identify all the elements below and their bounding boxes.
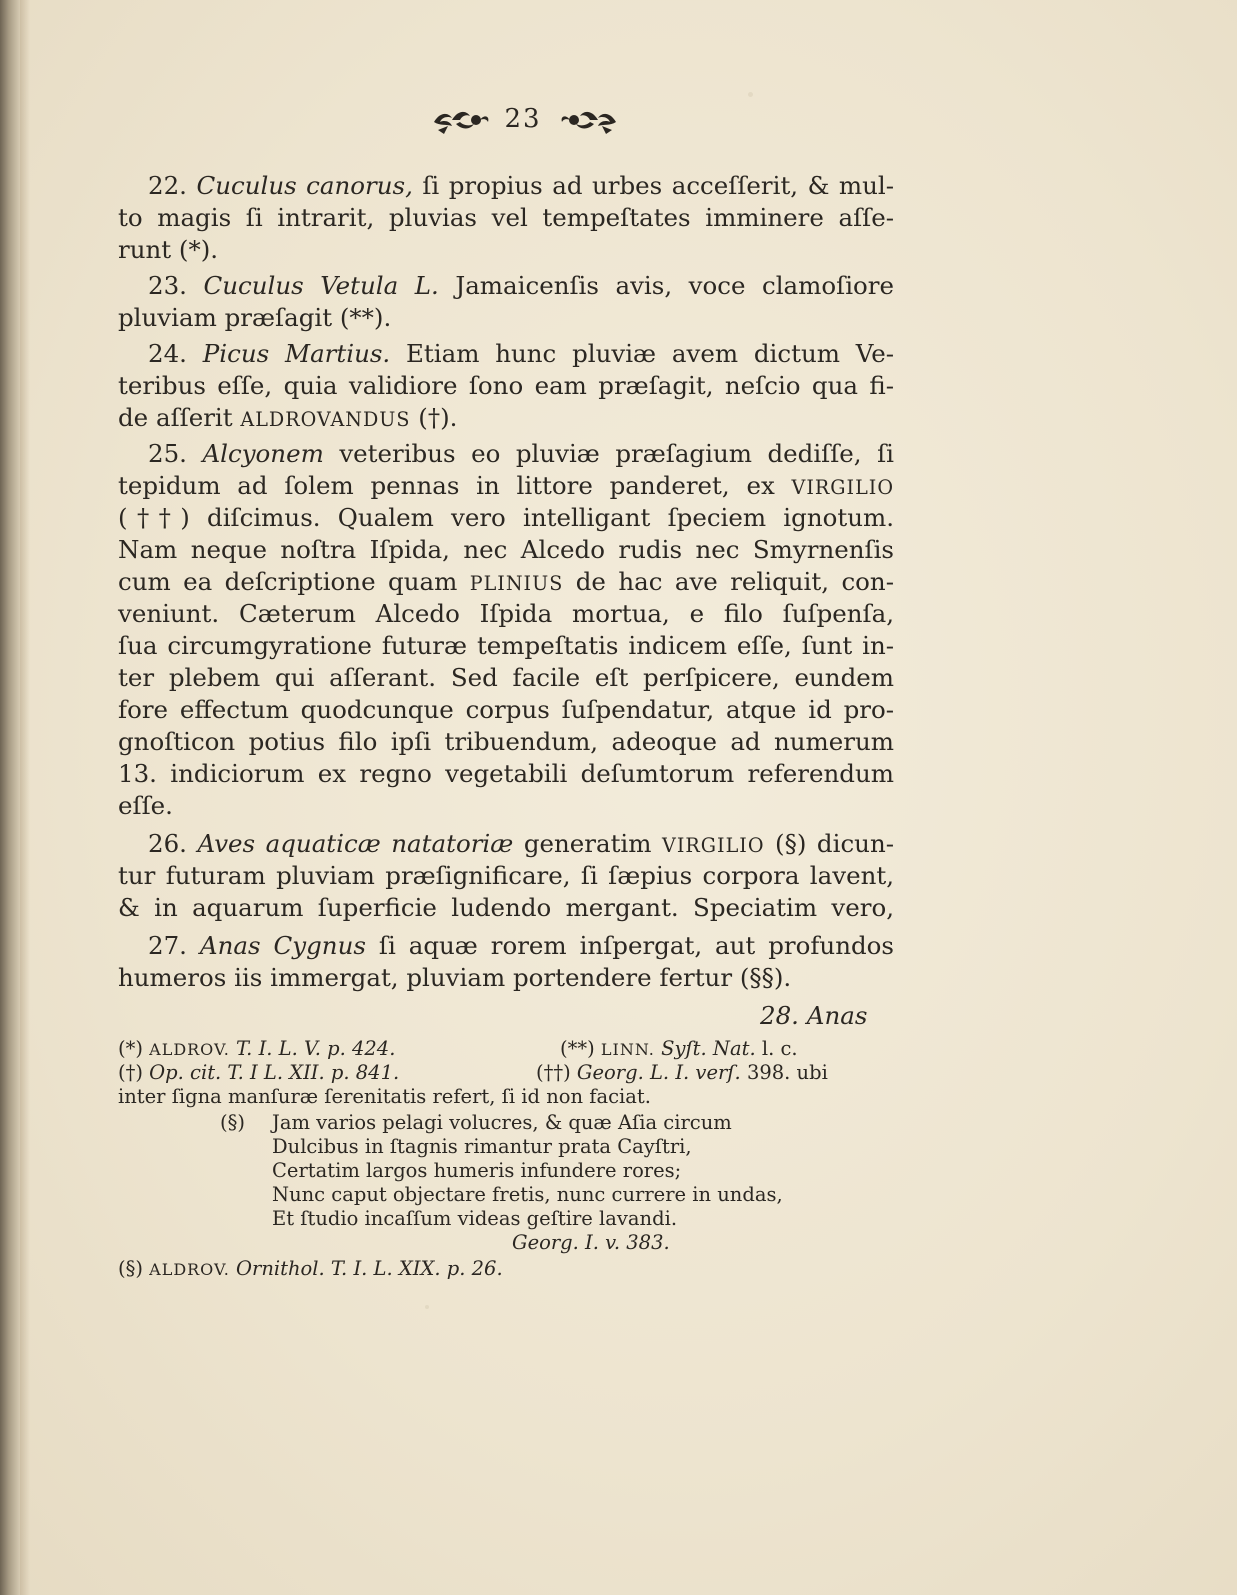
spine-gradient <box>20 0 30 1595</box>
paragraph-24-line-1: 24. Picus Martius. Etiam hunc pluviæ avem dictum Ve- <box>148 339 894 368</box>
paragraph-25-line-10: gnoſticon potius filo ipſi tribuendum, adeoque ad numerum <box>118 727 894 756</box>
footnote-verse-mark: (§) <box>220 1111 245 1134</box>
footnote-4: (††) Georg. L. I. verſ. 398. ubi <box>536 1061 828 1084</box>
paper-spot <box>425 1305 429 1309</box>
paragraph-25-line-7: ſua circumgyratione futuræ tempeſtatis indicem eſſe, ſunt in- <box>118 631 894 660</box>
verse-line-5: Et ſtudio incaſſum videas geſtire lavandi. <box>272 1207 678 1230</box>
paragraph-25-line-9: fore effectum quodcunque corpus ſuſpendatur, atque id pro- <box>118 695 894 724</box>
paragraph-25-line-5: cum ea deſcriptione quam PLINIUS de hac ave reliquit, con- <box>118 567 894 596</box>
paragraph-25-line-2: tepidum ad ſolem pennas in littore panderet, ex VIRGILIO <box>118 471 894 500</box>
paragraph-22-line-2: to magis ſi intrarit, pluvias vel tempeſtates imminere aſſe- <box>118 203 894 232</box>
paragraph-26-line-2: tur futuram pluviam præſignificare, ſi ſæpius corpora lavent, <box>118 861 894 890</box>
paragraph-23-line-2: pluviam præſagit (**). <box>118 303 392 332</box>
verse-line-2: Dulcibus in ſtagnis rimantur prata Cayſtri, <box>272 1135 692 1158</box>
paragraph-26-line-3: & in aquarum ſuperficie ludendo mergant. Speciatim vero, <box>118 893 894 922</box>
verse-line-3: Certatim largos humeris infundere rores; <box>272 1159 682 1182</box>
page-header <box>0 100 1237 150</box>
footnote-3: (†) Op. cit. T. I L. XII. p. 841. <box>118 1061 400 1084</box>
paragraph-25-line-4: Nam neque noſtra Iſpida, nec Alcedo rudis nec Smyrnenſis <box>118 535 894 564</box>
paragraph-25-line-12: eſſe. <box>118 791 173 820</box>
paper-spot <box>748 92 753 97</box>
paragraph-27-line-2: humeros iis immergat, pluviam portendere fertur (§§). <box>118 963 792 992</box>
paragraph-24-line-3: de aſſerit ALDROVANDUS (†). <box>118 403 458 432</box>
verse-line-4: Nunc caput objectare fretis, nunc currere in undas, <box>272 1183 783 1206</box>
footnote-4-line-2: inter ſigna manſuræ ſerenitatis refert, ſi id non faciat. <box>118 1085 651 1108</box>
paragraph-23-line-1: 23. Cuculus Vetula L. Jamaicenſis avis, voce clamoſiore <box>148 271 894 300</box>
verse-source: Georg. I. v. 383. <box>512 1231 670 1254</box>
paragraph-25-line-1: 25. Alcyonem veteribus eo pluviæ præſagium dediſſe, ſi <box>148 439 894 468</box>
book-spine-shadow <box>0 0 20 1595</box>
page-number: 23 <box>504 104 542 134</box>
paragraph-25-line-11: 13. indiciorum ex regno vegetabili deſumtorum referendum <box>118 759 894 788</box>
footnote-6: (§) ALDROV. Ornithol. T. I. L. XIX. p. 26. <box>118 1257 503 1280</box>
footnote-2: (**) LINN. Syſt. Nat. l. c. <box>560 1037 798 1060</box>
paragraph-22-line-1: 22. Cuculus canorus, ſi propius ad urbes acceſſerit, & mul- <box>148 171 894 200</box>
paragraph-27-line-1: 27. Anas Cygnus ſi aquæ rorem inſpergat, aut profundos <box>148 931 895 960</box>
paragraph-25-line-8: ter plebem qui aſſerant. Sed facile eſt perſpicere, eundem <box>118 663 894 692</box>
right-ornament-icon <box>558 104 620 138</box>
catchword: 28. Anas <box>760 1001 868 1030</box>
verse-line-1: Jam varios pelagi volucres, & quæ Aſia circum <box>272 1111 732 1134</box>
paragraph-26-line-1: 26. Aves aquaticæ natatoriæ generatim VIRGILIO (§) dicun- <box>148 829 895 858</box>
paragraph-25-line-6: veniunt. Cæterum Alcedo Iſpida mortua, e filo ſuſpenſa, <box>118 599 894 628</box>
left-ornament-icon <box>430 104 492 138</box>
paragraph-25-line-3: (††) diſcimus. Qualem vero intelligant ſpeciem ignotum. <box>118 503 894 532</box>
paragraph-22-line-3: runt (*). <box>118 235 219 264</box>
footnote-1: (*) ALDROV. T. I. L. V. p. 424. <box>118 1037 396 1060</box>
paragraph-24-line-2: teribus eſſe, quia validiore ſono eam præſagit, neſcio qua fi- <box>118 371 894 400</box>
